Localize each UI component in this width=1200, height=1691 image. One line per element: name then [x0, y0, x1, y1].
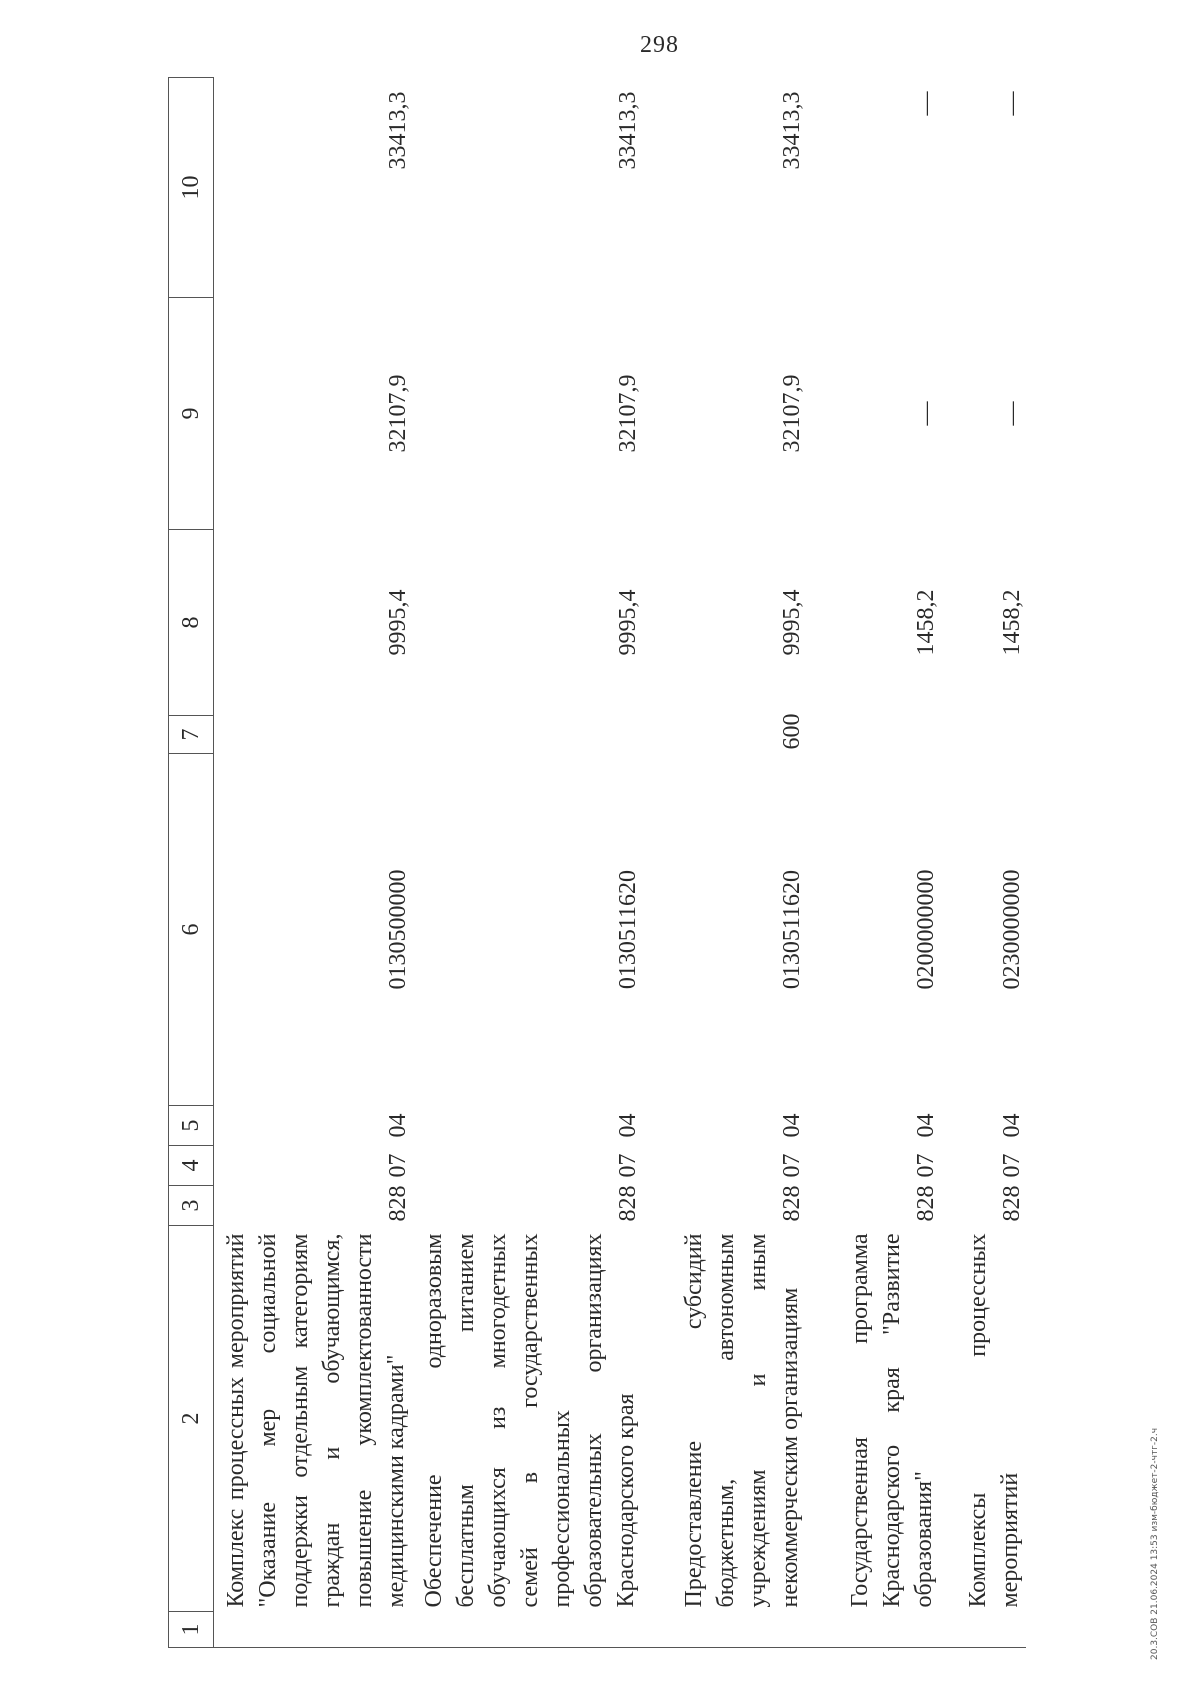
cell-col-10: 33413,3	[615, 91, 641, 170]
row-name: Комплекс процессных мероприятий "Оказание мер социальной поддержки отдельным категориям граждан и обучающимся, повышение укомплектованности медицинскими кадрами"	[223, 1233, 409, 1608]
row-index-cell	[806, 1612, 940, 1648]
header-col-4: 4	[169, 1146, 214, 1186]
cell-col-6: 0130511620	[615, 869, 641, 990]
cell-col-8: 9995,4	[615, 589, 641, 656]
header-row	[169, 78, 214, 1648]
cell-col-9: 32107,9	[615, 374, 641, 453]
cell-col-3: 828	[615, 1185, 641, 1222]
cell-col-3: 828	[779, 1185, 805, 1222]
cell-col-6: 0130500000	[385, 869, 411, 990]
cell-col-7	[412, 716, 642, 754]
cell-col-3: 828	[385, 1185, 411, 1222]
cell-col-3: 828	[999, 1185, 1025, 1222]
header-col-3: 3	[169, 1186, 214, 1226]
cell-col-7	[940, 716, 1026, 754]
row-name: Обеспечение одноразовым бесплатным питанием обучающихся из многодетных семей в государственных профессиональных образовательных организациях Краснодарского края	[421, 1233, 639, 1608]
row-index-cell	[940, 1612, 1026, 1648]
cell-col-10: —	[913, 91, 939, 116]
cell-col-9: 32107,9	[385, 374, 411, 453]
cell-col-10: 33413,3	[385, 91, 411, 170]
header-col-2: 2	[169, 1226, 214, 1612]
cell-col-5: 04	[999, 1113, 1025, 1138]
header-col-6: 6	[169, 754, 214, 1106]
header-col-7: 7	[169, 716, 214, 754]
cell-col-6: 0230000000	[999, 869, 1025, 990]
cell-col-10: —	[999, 91, 1025, 116]
table-row	[806, 78, 940, 1648]
cell-col-3: 828	[913, 1185, 939, 1222]
cell-col-8: 9995,4	[385, 589, 411, 656]
table-row	[940, 78, 1026, 1648]
page-number: 298	[640, 32, 679, 58]
cell-col-9: —	[913, 401, 939, 426]
cell-col-6: 0200000000	[913, 869, 939, 990]
row-name: Предоставление субсидий бюджетным, автономным учреждениям и иным некоммерческим организациям	[681, 1233, 803, 1608]
cell-col-10: 33413,3	[779, 91, 805, 170]
cell-col-5: 04	[779, 1113, 805, 1138]
header-col-10: 10	[169, 78, 214, 298]
table-row	[412, 78, 642, 1648]
cell-col-8: 9995,4	[779, 589, 805, 656]
cell-col-4: 07	[779, 1153, 805, 1178]
cell-col-8: 1458,2	[999, 589, 1025, 656]
cell-col-4: 07	[913, 1153, 939, 1178]
cell-col-7	[806, 716, 940, 754]
header-col-1: 1	[169, 1612, 214, 1648]
budget-table	[168, 77, 1026, 1648]
row-name: Комплексы процессных мероприятий	[965, 1233, 1023, 1608]
cell-col-4: 07	[999, 1153, 1025, 1178]
row-index-cell	[642, 1612, 806, 1648]
cell-col-9: —	[999, 401, 1025, 426]
header-col-5: 5	[169, 1106, 214, 1146]
cell-col-7	[214, 716, 413, 754]
cell-col-8: 1458,2	[913, 589, 939, 656]
cell-col-5: 04	[913, 1113, 939, 1138]
header-col-8: 8	[169, 530, 214, 716]
footer-document-code: 20.3.СОВ 21.06.2024 13:53 изм-бюджет-2-чтг-2.ч	[1150, 1427, 1160, 1660]
cell-col-5: 04	[385, 1113, 411, 1138]
table-row	[642, 78, 806, 1648]
cell-col-5: 04	[615, 1113, 641, 1138]
header-col-9: 9	[169, 298, 214, 530]
cell-col-4: 07	[385, 1153, 411, 1178]
row-index-cell	[214, 1612, 413, 1648]
cell-col-7: 600	[779, 713, 805, 750]
cell-col-9: 32107,9	[779, 374, 805, 453]
table-row	[214, 78, 413, 1648]
row-name: Государственная программа Краснодарского края "Развитие образования"	[847, 1233, 937, 1608]
row-index-cell	[412, 1612, 642, 1648]
cell-col-4: 07	[615, 1153, 641, 1178]
rotated-table-wrapper	[168, 78, 1048, 1648]
cell-col-6: 0130511620	[779, 869, 805, 990]
